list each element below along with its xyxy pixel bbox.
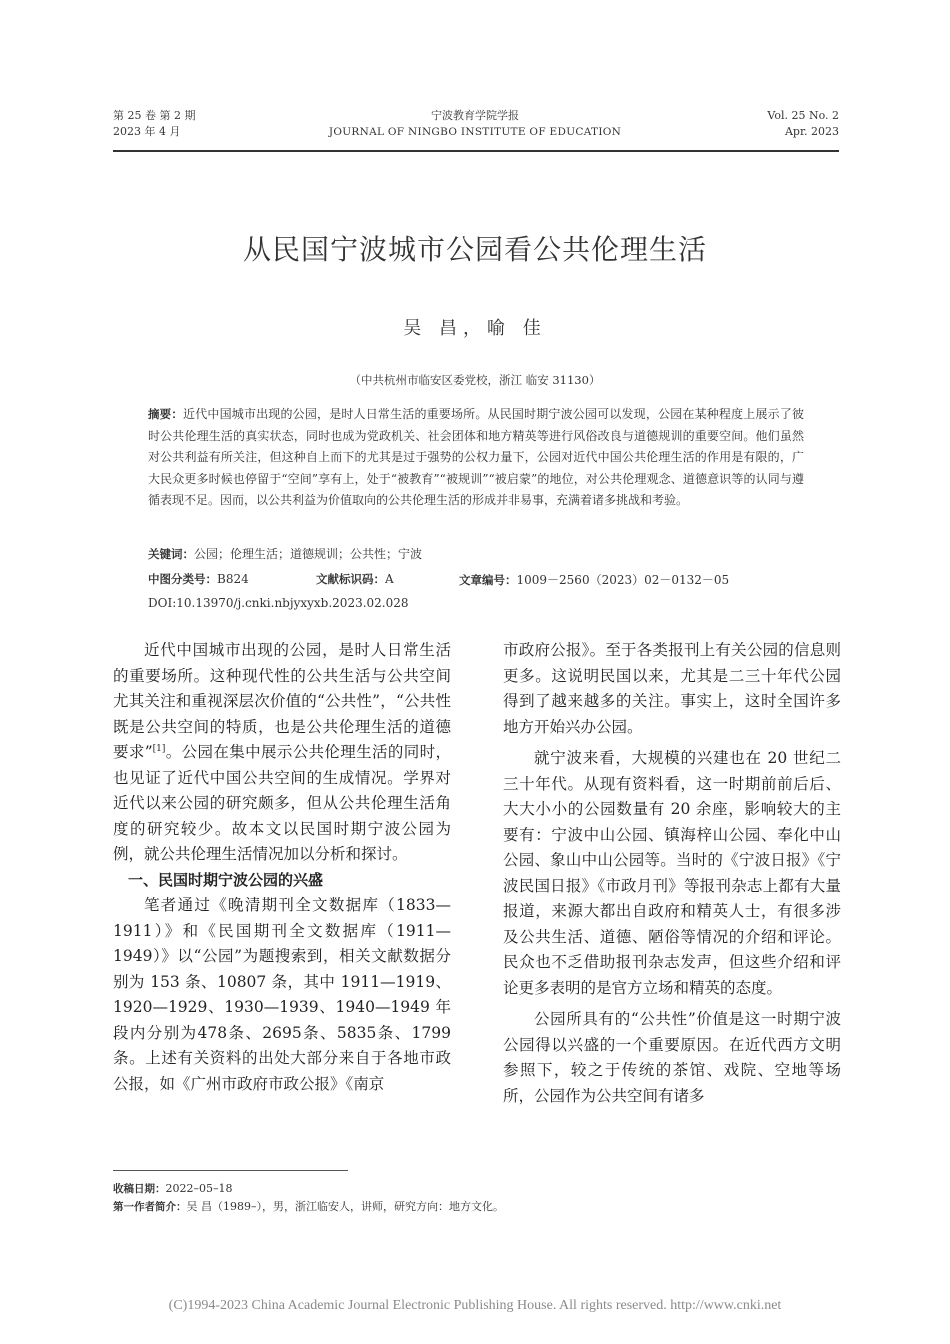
body-paragraph: 笔者通过《晚清期刊全文数据库（1833—1911）》和《民国期刊全文数据库（1911—1949）》以“公园”为题搜索到，相关文献数据分别为 153 条、10807 条，其中 1911—1919、1920—1929、1930—1939、1940—1949 年段内分别为478条、2695条、5835条、1799条。上述有关资料的出处大部分来自于各地市政公报，如《广州市政府市政公报》《南京 (113, 896, 451, 1093)
doc-code-value: A (385, 572, 394, 586)
doi: DOI:10.13970/j.cnki.nbjyxyxb.2023.02.028 (148, 596, 409, 610)
header-date-en: Apr. 2023 (784, 125, 839, 138)
doc-code-label: 文献标识码： (316, 572, 385, 586)
author-bio-value: 吴 昌（1989–），男，浙江临安人，讲师，研究方向：地方文化。 (186, 1200, 504, 1213)
author-bio (113, 1198, 504, 1216)
header-journal-cn: 宁波教育学院学报 (431, 109, 519, 122)
author-bio-label: 第一作者简介： (113, 1201, 187, 1213)
body-paragraph: 公园所具有的“公共性”价值是这一时期宁波公园得以兴盛的一个重要原因。在近代西方文明参照下，较之于传统的茶馆、戏院、空地等场所，公园作为公共空间有诸多 (503, 1010, 841, 1105)
article-no-line (459, 571, 729, 588)
header-vol-en: Vol. 25 No. 2 (767, 109, 839, 122)
copyright-notice: (C)1994-2023 China Academic Journal Electronic Publishing House. All rights reserved. http://www.cnki.net (168, 1298, 782, 1313)
body-paragraph: 就宁波来看，大规模的兴建也在 20 世纪二三十年代。从现有资料看，这一时期前前后后、大大小小的公园数量有 20 余座，影响较大的主要有：宁波中山公园、镇海梓山公园、奉化中山公园、象山中山公园等。当时的《宁波日报》《宁波民国日报》《市政月刊》等报刊杂志上都有大量报道，来源大都出自政府和精英人士，有很多涉及公共生活、道德、陋俗等情况的介绍和评论。民众也不乏借助报刊杂志发声，但这些介绍和评论更多表明的是官方立场和精英的态度。 (503, 749, 841, 997)
footnote-rule (113, 1170, 348, 1171)
clc-label: 中图分类号： (148, 572, 217, 586)
article-title: 从民国宁波城市公园看公共伦理生活 (242, 233, 707, 266)
header-journal-en: JOURNAL OF NINGBO INSTITUTE OF EDUCATION (328, 126, 622, 138)
article-authors: 吴 昌，喻 佳 (403, 318, 547, 339)
article-no-value: 1009－2560（2023）02－0132－05 (516, 573, 730, 587)
body-paragraph: 近代中国城市出现的公园，是时人日常生活的重要场所。这种现代性的公共生活与公共空间尤其关注和重视深层次价值的“公共性”，“公共性既是公共空间的特质，也是公共伦理生活的道德要求”[1]。公园在集中展示公共伦理生活的同时，也见证了近代中国公共空间的生成情况。学界对近代以来公园的研究颇多，但从公共伦理生活角度的研究较少。故本文以民国时期宁波公园为例，就公共伦理生活情况加以分析和探讨。 (113, 641, 451, 863)
abstract-block (148, 404, 804, 512)
received-date (113, 1180, 233, 1198)
received-label: 收稿日期： (113, 1183, 166, 1195)
citation-ref[interactable]: [1] (152, 743, 166, 754)
header-volume-issue: 第 25 卷 第 2 期 (113, 109, 196, 122)
clc-line (148, 571, 249, 587)
keywords-line (148, 545, 422, 562)
header-date: 2023 年 4 月 (113, 125, 181, 138)
doc-code-line (316, 571, 394, 587)
keywords-text: 公园；伦理生活；道德规训；公共性；宁波 (194, 547, 423, 561)
abstract-label: 摘要： (148, 407, 184, 421)
header-rule (113, 150, 839, 152)
abstract-text: 近代中国城市出现的公园，是时人日常生活的重要场所。从民国时期宁波公园可以发现，公园在某种程度上展示了彼时公共伦理生活的真实状态，同时也成为党政机关、社会团体和地方精英等进行风俗改良与道德规训的重要空间。他们虽然对公共利益有所关注，但这种自上而下的尤其是过于强势的公权力量下，公园对近代中国公共伦理生活的作用是有限的，广大民众更多时候也停留于“空间”享有上，处于“被教育”“被规训”“被启蒙”的地位，对公共伦理观念、道德意识等的认同与遵循表现不足。因而，以公共利益为价值取向的公共伦理生活的形成并非易事，充满着诸多挑战和考验。 (148, 407, 804, 507)
article-no-label: 文章编号： (459, 573, 517, 587)
keywords-label: 关键词： (148, 547, 194, 561)
clc-value: B824 (217, 572, 249, 586)
section-heading: 一、民国时期宁波公园的兴盛 (128, 870, 324, 889)
article-affiliation: （中共杭州市临安区委党校，浙江 临安 31130） (349, 373, 601, 387)
body-left-column (113, 638, 451, 1097)
received-value: 2022–05–18 (165, 1182, 233, 1195)
body-paragraph: 市政府公报》。至于各类报刊上有关公园的信息则更多。这说明民国以来，尤其是二三十年代公园得到了越来越多的关注。事实上，这时全国许多地方开始兴办公园。 (503, 641, 841, 736)
body-right-column (503, 638, 841, 1109)
